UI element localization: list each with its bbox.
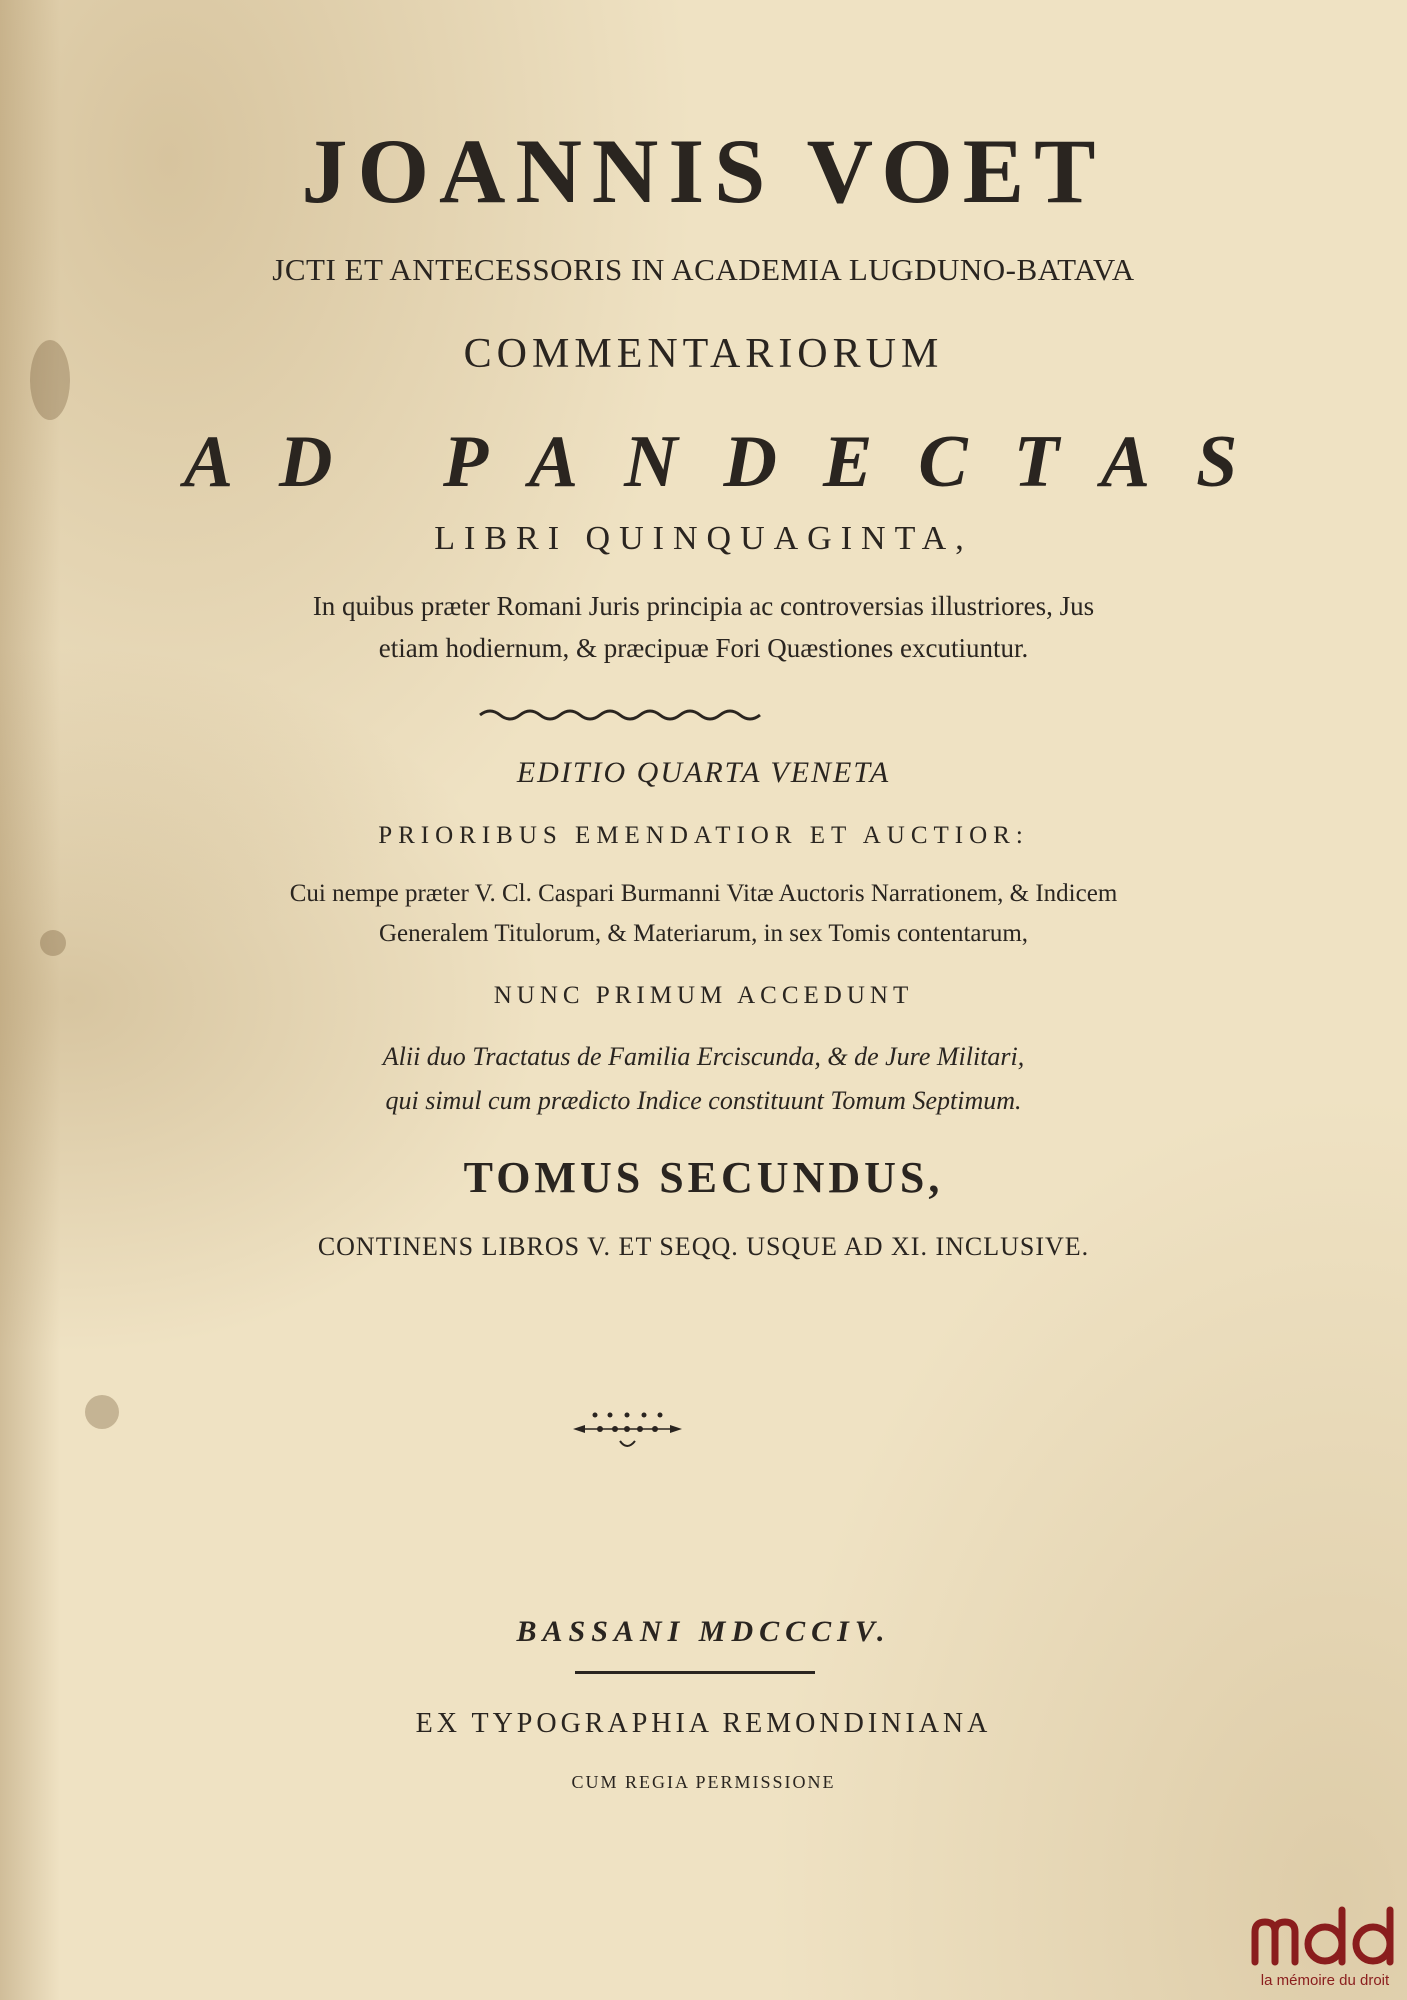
volume-title: TOMUS SECUNDUS,: [463, 1153, 944, 1202]
author-subtitle: JCTI ET ANTECESSORIS IN ACADEMIA LUGDUNO-BATAVA: [272, 252, 1135, 287]
addition-line: Alii duo Tractatus de Familia Erciscunda, & de Jure Militari,: [382, 1042, 1025, 1071]
imprint-rule: [575, 1671, 815, 1674]
description-line: etiam hodiernum, & præcipuæ Fori Quæstiones excutiuntur.: [378, 633, 1029, 663]
mdd-watermark: [1245, 1900, 1405, 2000]
imprint-place-date: BASSANI MDCCCIV.: [516, 1615, 891, 1648]
edition-line: Cui nempe præter V. Cl. Caspari Burmanni Vitæ Auctoris Narrationem, & Indicem: [289, 880, 1118, 907]
author-title: JOANNIS VOET: [301, 120, 1106, 222]
work-title-line3: LIBRI QUINQUAGINTA,: [434, 520, 973, 557]
imprint-permission: CUM REGIA PERMISSIONE: [571, 1772, 836, 1792]
edition-line: Generalem Titulorum, & Materiarum, in sex Tomis contentarum,: [378, 920, 1029, 947]
edition-subtitle: PRIORIBUS EMENDATIOR ET AUCTIOR:: [378, 822, 1029, 849]
description-line: In quibus præter Romani Juris principia ac controversias illustriores, Jus: [312, 591, 1095, 621]
work-title-line2: AD PANDECTAS: [183, 421, 1284, 503]
mdd-caption: la mémoire du droit: [1260, 1972, 1390, 1989]
edition-title: EDITIO QUARTA VENETA: [516, 756, 891, 789]
volume-contents: CONTINENS LIBROS V. ET SEQQ. USQUE AD XI. INCLUSIVE.: [317, 1232, 1090, 1261]
foxing-spot: [85, 1395, 119, 1429]
ornament-rule: [475, 705, 765, 725]
work-title-line1: COMMENTARIORUM: [463, 331, 944, 377]
accedunt-heading: NUNC PRIMUM ACCEDUNT: [493, 982, 914, 1009]
imprint-printer: EX TYPOGRAPHIA REMONDINIANA: [415, 1708, 992, 1739]
addition-line: qui simul cum prædicto Indice constituunt Tomum Septimum.: [385, 1086, 1022, 1115]
printers-ornament: [565, 1405, 690, 1455]
mdd-logo-icon: [1245, 1900, 1405, 1968]
